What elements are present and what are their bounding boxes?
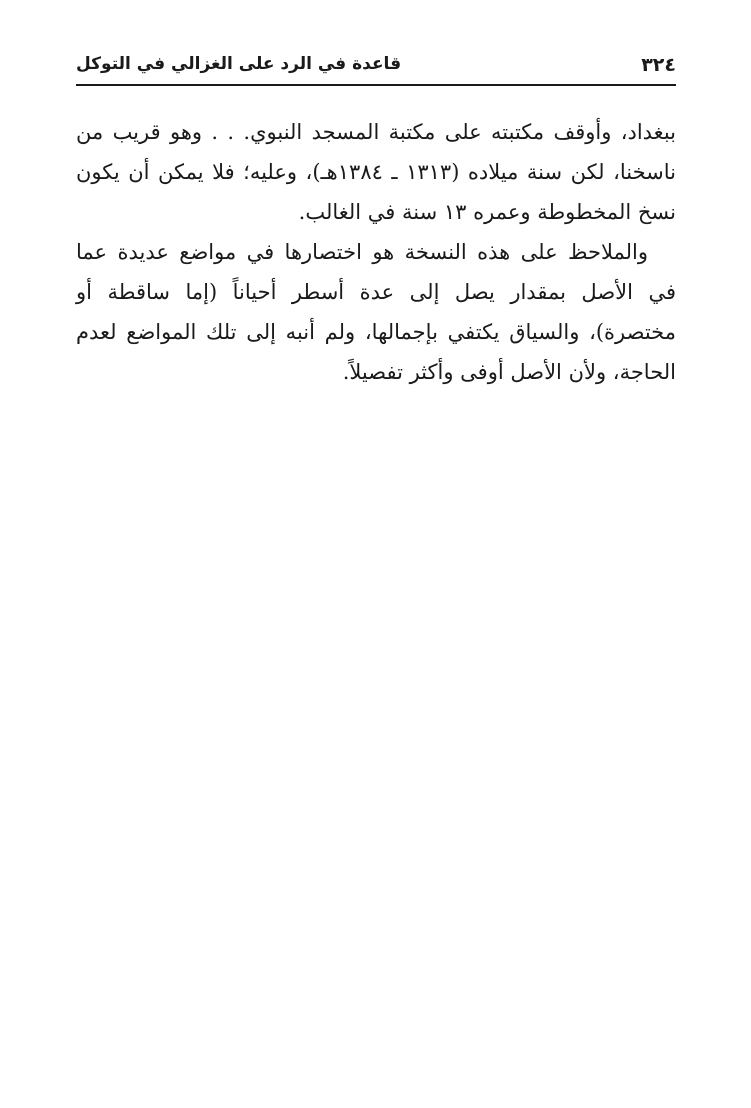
body-text bbox=[76, 112, 676, 392]
paragraph-2: والملاحظ على هذه النسخة هو اختصارها في مواضع عديدة عما في الأصل بمقدار يصل إلى عدة أسطر أحياناً (إما ساقطة أو مختصرة)، والسياق يكتفي بإجمالها، ولم أنبه إلى تلك المواضع لعدم الحاجة، ولأن الأصل أوفى وأكثر تفصيلاً. bbox=[76, 240, 676, 384]
paragraph-1: ببغداد، وأوقف مكتبته على مكتبة المسجد النبوي. . . وهو قريب من ناسخنا، لكن سنة ميلاده (١٣١٣ ـ ١٣٨٤هـ)، وعليه؛ فلا يمكن أن يكون نسخ المخطوطة وعمره ١٣ سنة في الغالب. bbox=[76, 120, 676, 224]
page-number: ٣٢٤ bbox=[641, 54, 676, 76]
page-header bbox=[76, 50, 676, 86]
running-title: قاعدة في الرد على الغزالي في التوكل bbox=[76, 54, 402, 74]
